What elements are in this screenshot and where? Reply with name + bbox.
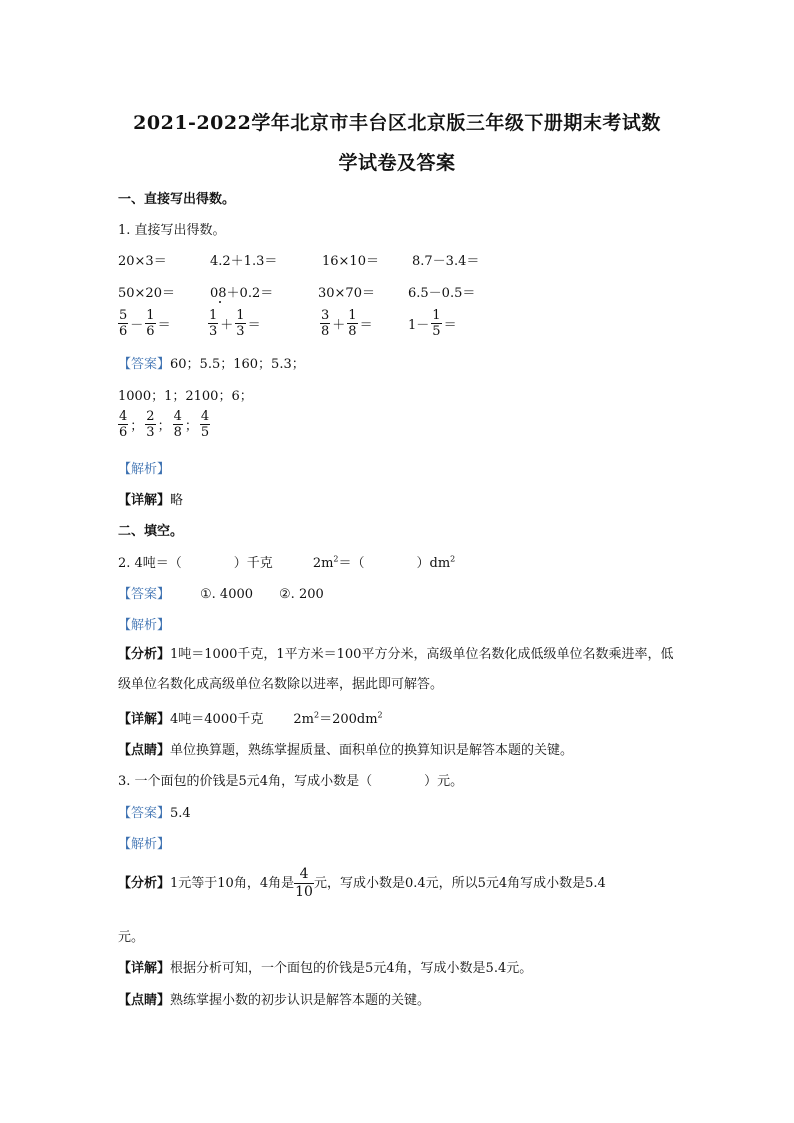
fraction bbox=[320, 308, 330, 339]
xiangjie-a: 4吨＝4000千克 bbox=[170, 712, 264, 727]
numerator: 4 bbox=[173, 409, 182, 424]
q2-answer bbox=[118, 583, 324, 602]
denominator: 10 bbox=[295, 884, 313, 900]
q2-text-a: 2. 4吨＝（ ）千克 bbox=[118, 556, 273, 571]
numerator: 4 bbox=[299, 866, 309, 882]
denominator: 6 bbox=[146, 324, 155, 339]
xiangjie-tag: 【详解】 bbox=[118, 961, 171, 976]
q1-row2-item: 6.5－0.5＝ bbox=[408, 286, 476, 301]
numerator: 1 bbox=[146, 308, 155, 323]
denominator: 5 bbox=[432, 324, 441, 339]
fenxi-text: 1吨＝1000千克，1平方米＝100平方分米，高级单位名数化成低级单位名数乘进率，低级单位名数化成高级单位名数除以进率，据此即可解答。 bbox=[118, 647, 674, 692]
separator: ； bbox=[157, 419, 171, 434]
operator: ＋ bbox=[332, 318, 346, 333]
numerator: 2 bbox=[146, 409, 155, 424]
fenxi-a: 1元等于10角，4角是 bbox=[170, 876, 295, 891]
q2-question bbox=[118, 552, 455, 571]
dianjing-text: 熟练掌握小数的初步认识是解答本题的关键。 bbox=[170, 993, 431, 1008]
denominator: 3 bbox=[146, 425, 155, 440]
denominator: 6 bbox=[119, 324, 128, 339]
q3-question: 3. 一个面包的价钱是5元4角，写成小数是（ ）元。 bbox=[118, 774, 464, 789]
q1-row1-item: 20×3＝ bbox=[118, 254, 167, 269]
equals-sign: ＝ bbox=[247, 318, 261, 333]
q1-row1-item: 16×10＝ bbox=[322, 254, 379, 269]
q1-row2-item: 08＋0.2＝ bbox=[210, 286, 274, 301]
q1-row1-item: 8.7－3.4＝ bbox=[412, 254, 480, 269]
denominator: 8 bbox=[173, 425, 182, 440]
q2-text-b1: 2m bbox=[312, 556, 334, 571]
xiangjie-b1: 2m bbox=[293, 712, 314, 727]
fraction bbox=[118, 308, 128, 339]
section2-heading: 二、填空。 bbox=[118, 524, 184, 539]
q3-dianjing bbox=[118, 989, 430, 1008]
q2-dianjing bbox=[118, 739, 573, 758]
denominator: 5 bbox=[200, 425, 210, 440]
q2-sup: 2 bbox=[333, 554, 339, 564]
doc-title-line2: 学试卷及答案 bbox=[338, 152, 456, 174]
numerator: 1 bbox=[348, 308, 357, 323]
q1-answer bbox=[118, 353, 305, 372]
q1-row3-item bbox=[406, 308, 459, 339]
numerator: 1 bbox=[209, 308, 218, 323]
numerator: 4 bbox=[200, 409, 210, 424]
repeating-decimal-dot bbox=[219, 301, 221, 303]
separator: ； bbox=[184, 419, 198, 434]
equals-sign: ＝ bbox=[157, 318, 171, 333]
fraction bbox=[294, 866, 314, 901]
denominator: 6 bbox=[119, 425, 128, 440]
q1-row2-item: 50×20＝ bbox=[118, 286, 175, 301]
q1-answer-fractions bbox=[118, 409, 210, 440]
q1-row2-item: 30×70＝ bbox=[318, 286, 375, 301]
numerator: 4 bbox=[119, 409, 128, 424]
xiangjie-sup: 2 bbox=[313, 710, 320, 720]
answer-tag: 【答案】 bbox=[118, 806, 171, 821]
q3-answer bbox=[118, 802, 191, 821]
dianjing-tag: 【点睛】 bbox=[118, 743, 171, 758]
fenxi-tag: 【分析】 bbox=[118, 876, 171, 891]
doc-title-line1: 2021-2022学年北京市丰台区北京版三年级下册期末考试数 bbox=[133, 112, 661, 134]
denominator: 8 bbox=[348, 324, 357, 339]
xiangjie-tag: 【详解】 bbox=[118, 712, 171, 727]
answer-tag: 【答案】 bbox=[118, 357, 171, 372]
q1-answer-line2: 1000；1；2100；6； bbox=[118, 389, 253, 404]
equals-sign: ＝ bbox=[443, 318, 457, 333]
q1-xiangjie bbox=[118, 489, 183, 508]
xiangjie-b2: ＝200dm bbox=[319, 712, 378, 727]
operator: ＋ bbox=[220, 318, 234, 333]
fraction bbox=[145, 409, 155, 440]
q3-fenxi bbox=[118, 866, 606, 901]
xiangjie-text: 根据分析可知，一个面包的价钱是5元4角，写成小数是5.4元。 bbox=[170, 961, 533, 976]
q2-xiangjie bbox=[118, 708, 383, 727]
q1-label: 1. 直接写出得数。 bbox=[118, 223, 226, 238]
q1-row3-item bbox=[208, 308, 263, 339]
q3-xiangjie bbox=[118, 957, 532, 976]
fraction bbox=[431, 308, 441, 339]
q3-jiexi-tag: 【解析】 bbox=[118, 837, 171, 852]
q2-sup2: 2 bbox=[450, 554, 456, 564]
q2-jiexi-tag: 【解析】 bbox=[118, 618, 171, 633]
q1-jiexi-tag: 【解析】 bbox=[118, 462, 171, 477]
fenxi-tag: 【分析】 bbox=[118, 647, 171, 662]
denominator: 8 bbox=[321, 324, 330, 339]
q3-fenxi-cont: 元。 bbox=[118, 930, 145, 945]
q2-fenxi bbox=[118, 640, 678, 700]
fraction bbox=[208, 308, 218, 339]
fenxi-b: 元，写成小数是0.4元，所以5元4角写成小数是5.4 bbox=[313, 876, 606, 891]
q2-text-b2: ＝（ ）dm bbox=[338, 556, 451, 571]
xiangjie-sup2: 2 bbox=[377, 710, 383, 720]
dianjing-tag: 【点睛】 bbox=[118, 993, 171, 1008]
numerator: 1 bbox=[432, 308, 441, 323]
answer-text: 60；5.5；160；5.3； bbox=[170, 357, 305, 372]
numerator: 1 bbox=[236, 308, 245, 323]
answer-text: 5.4 bbox=[170, 806, 191, 821]
equals-sign: ＝ bbox=[359, 318, 373, 333]
fraction bbox=[173, 409, 183, 440]
answer-text: ①. 4000 ②. 200 bbox=[200, 587, 324, 602]
fraction bbox=[347, 308, 357, 339]
numerator: 3 bbox=[321, 308, 330, 323]
xiangjie-text: 略 bbox=[170, 493, 184, 508]
dianjing-text: 单位换算题，熟练掌握质量、面积单位的换算知识是解答本题的关键。 bbox=[170, 743, 574, 758]
q1-row3-item bbox=[118, 308, 173, 339]
fraction bbox=[235, 308, 245, 339]
operator: － bbox=[130, 318, 144, 333]
fraction bbox=[118, 409, 128, 440]
operator: 1－ bbox=[408, 318, 430, 333]
denominator: 3 bbox=[236, 324, 245, 339]
separator: ； bbox=[130, 419, 144, 434]
section1-heading: 一、直接写出得数。 bbox=[118, 192, 236, 207]
numerator: 5 bbox=[119, 308, 128, 323]
xiangjie-tag: 【详解】 bbox=[118, 493, 171, 508]
answer-tag: 【答案】 bbox=[118, 587, 171, 602]
fraction bbox=[200, 409, 210, 440]
fraction bbox=[145, 308, 155, 339]
denominator: 3 bbox=[209, 324, 218, 339]
q1-row3-item bbox=[320, 308, 375, 339]
q1-row1-item: 4.2＋1.3＝ bbox=[210, 254, 278, 269]
